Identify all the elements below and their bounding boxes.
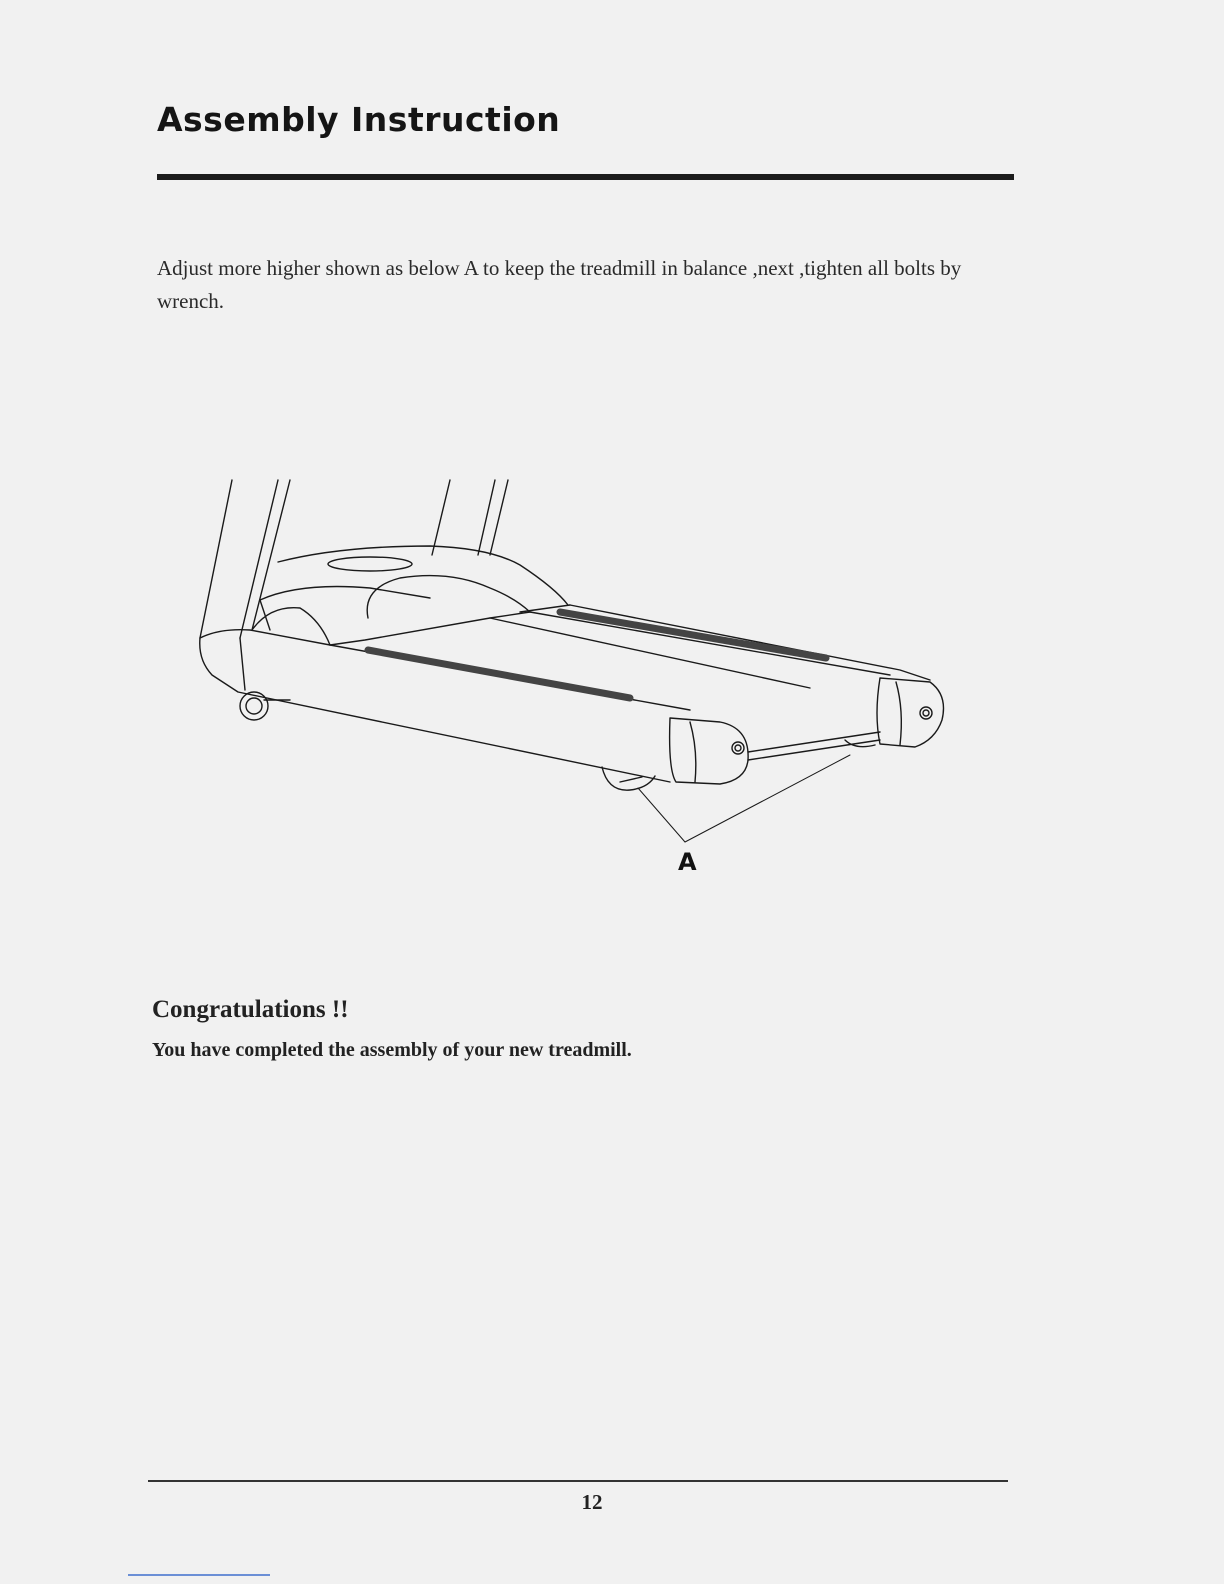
instruction-paragraph: Adjust more higher shown as below A to keep the treadmill in balance ,next ,tighten all bolts by wrench. (157, 256, 962, 313)
treadmill-deck (200, 605, 930, 782)
footer-divider (148, 1480, 1008, 1482)
front-end-cap (670, 718, 749, 784)
treadmill-illustration (190, 470, 970, 900)
wheels (240, 692, 875, 790)
right-upright (432, 480, 508, 555)
rear-end-cap (748, 678, 944, 760)
congratulations-heading: Congratulations !! (152, 996, 349, 1023)
title-divider (157, 174, 1014, 180)
motor-hood (252, 546, 568, 645)
side-rails (368, 612, 826, 698)
figure-label-a: A (678, 848, 697, 876)
page-title: Assembly Instruction (157, 100, 561, 139)
congratulations-text: You have completed the assembly of your new treadmill. (152, 1039, 632, 1061)
page-number: 12 (581, 1490, 603, 1514)
corner-mark (128, 1574, 270, 1576)
left-upright (200, 480, 290, 638)
leader-lines (638, 755, 850, 842)
